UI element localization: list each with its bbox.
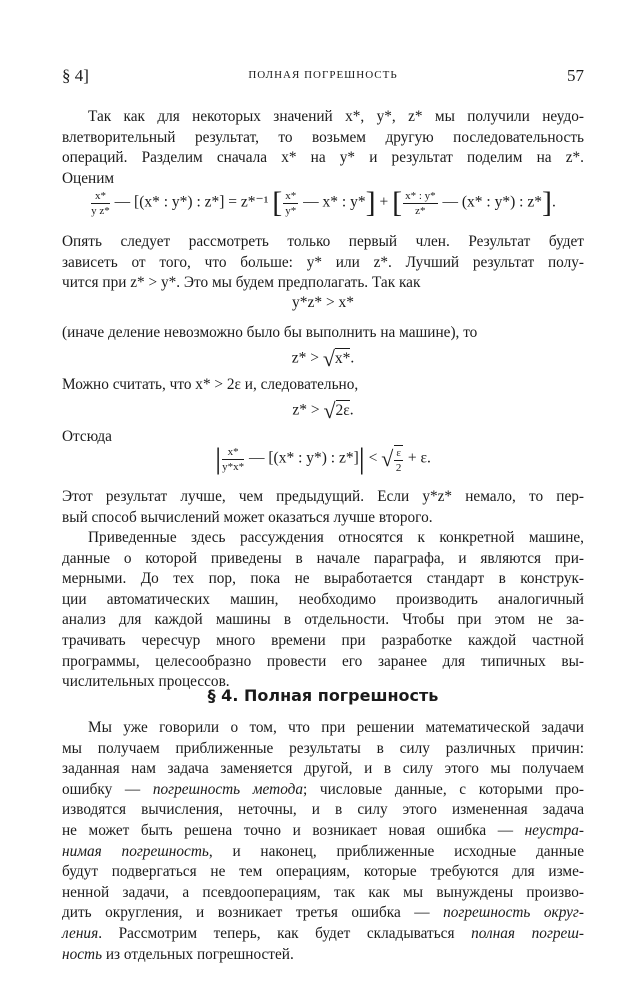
text-line: зависеть от того, что больше: y* или z*. Лучший результат полу- <box>62 253 584 271</box>
paragraph-3 <box>62 323 584 344</box>
page-number: 57 <box>567 66 584 85</box>
text-line: ции автоматических машин, необходимо производить аналогичный <box>62 590 584 608</box>
text-line: чится при z* > y*. Это мы будем предполагать. Так как <box>62 274 421 292</box>
text-line: ненной задачи, а псевдооперациям, так как мы вынуждены произво- <box>62 883 584 901</box>
formula-term: — [(x* : y*) : z*] <box>249 449 359 467</box>
fraction: $\frac{x*}{y*x*}$ <box>222 445 245 473</box>
formula-1: $\frac{x*}{\text{y z*}}$ — [(x* : y*) : z*] = z*⁻¹ [ $\frac{x*}{y*}$ — x* : y*] + [ $\frac{x* : y*}{z*}$ — (x* : y*) : z*]. <box>91 186 556 219</box>
section-reference: § 4] <box>62 66 89 85</box>
text-line: ошибку — погрешность метода; числовые данные, с которыми про- <box>62 780 584 798</box>
text-line: не может быть решена точно и возникает новая ошибка — неустра- <box>62 821 584 839</box>
text-line: Так как для некоторых значений x*, y*, z* мы получили неудо- <box>88 108 584 125</box>
paragraph-1 <box>62 107 584 189</box>
emphasis: погрешность метода <box>152 780 304 798</box>
text-line: дить округления, и возникает третья ошибка — погрешность округ- <box>62 904 584 922</box>
text-line: анализ для каждой машины в отдельности. Чтобы при этом не за- <box>62 611 584 629</box>
text-line: трачивать чересчур много времени при разработке каждой частной <box>62 631 584 649</box>
formula-term: + ε. <box>407 449 431 467</box>
text-line: Опять следует рассмотреть только первый член. Результат будет <box>62 233 584 250</box>
text-line: мы получаем приближенные результаты в силу различных причин: <box>62 739 584 757</box>
running-header <box>62 66 584 92</box>
text-line: Можно считать, что x* > 2ε и, следовательно, <box>62 376 359 393</box>
text-line: мерными. До тех пор, пока не выработается стандарт в конструк- <box>62 570 584 588</box>
fraction: $\frac{x* : y*}{z*}$ <box>405 189 436 217</box>
paragraph-6 <box>62 487 584 528</box>
paragraph-4 <box>62 375 584 396</box>
text-line: операций. Разделим сначала x* на y* и результат поделим на z*. <box>62 149 584 167</box>
formula-3: z* > √x*. <box>291 346 355 371</box>
text-line: изводятся вычисления, неточны, и в силу этого измененная задача <box>62 801 584 819</box>
running-title: ПОЛНАЯ ПОГРЕШНОСТЬ <box>248 69 398 81</box>
text-line: Оценим <box>62 169 115 187</box>
emphasis: погрешность округ- <box>443 904 584 922</box>
emphasis: полная погреш- <box>471 924 584 942</box>
formula-5: | $\frac{x*}{y*x*}$ — [(x* : y*) : z*]| < √ $\frac{\varepsilon}{2}$ + ε. <box>215 442 431 475</box>
text-line: Мы уже говорили о том, что при решении математической задачи <box>88 719 584 736</box>
text-line: влетворительный результат, то возьмем другую последовательность <box>62 128 584 146</box>
paragraph-7 <box>62 528 584 693</box>
text-line: будут подвергаться не тем операциям, которые требуются для изме- <box>62 863 584 881</box>
text-line: Отсюда <box>62 428 112 445</box>
formula-term: — (x* : y*) : z* <box>442 193 542 211</box>
text-line: заданная нам задача заменяется другой, и в силу этого мы получаем <box>62 760 584 778</box>
fraction: $\frac{x*}{y*}$ <box>285 189 297 217</box>
radicand: x* <box>334 349 351 367</box>
text-line: нимая погрешность, и наконец, приближенные исходные данные <box>62 842 584 860</box>
text-line: числительных процессов. <box>62 673 230 691</box>
text-line: вый способ вычислений может оказаться лучше второго. <box>62 508 433 526</box>
emphasis: ность <box>62 945 103 963</box>
text-line: Приведенные здесь рассуждения относятся к конкретной машине, <box>88 529 584 546</box>
emphasis: нимая погрешность <box>62 842 209 860</box>
text-line: Этот результат лучше, чем предыдущий. Если y*z* немало, то пер- <box>62 488 584 505</box>
emphasis: ления <box>62 924 99 942</box>
formula-4: z* > √2ε. <box>292 398 354 423</box>
text-line: программы, целесообразно провести его заранее для типичных вы- <box>62 652 584 670</box>
text-line: (иначе деление невозможно было бы выполнить на машине), то <box>62 324 478 341</box>
emphasis: неустра- <box>524 821 584 839</box>
text-line: ность из отдельных погрешностей. <box>62 945 294 963</box>
text-line: данные о которой приведены в начале параграфа, и являются при- <box>62 549 584 567</box>
formula-2: y*z* > x* <box>291 294 355 311</box>
text-line: ления. Рассмотрим теперь, как будет складываться полная погреш- <box>62 924 584 942</box>
fraction: $\frac{\varepsilon}{2}$ <box>395 446 402 474</box>
formula-term: — [(x* : y*) : z*] = z*⁻¹ <box>114 193 269 211</box>
section-heading: § 4. Полная погрешность <box>207 686 439 705</box>
paragraph-8 <box>62 718 584 965</box>
paragraph-2 <box>62 232 584 294</box>
fraction: $\frac{x*}{\text{y z*}}$ <box>91 189 110 217</box>
formula-term: — x* : y* <box>303 193 366 211</box>
radicand: 2ε <box>335 401 350 419</box>
